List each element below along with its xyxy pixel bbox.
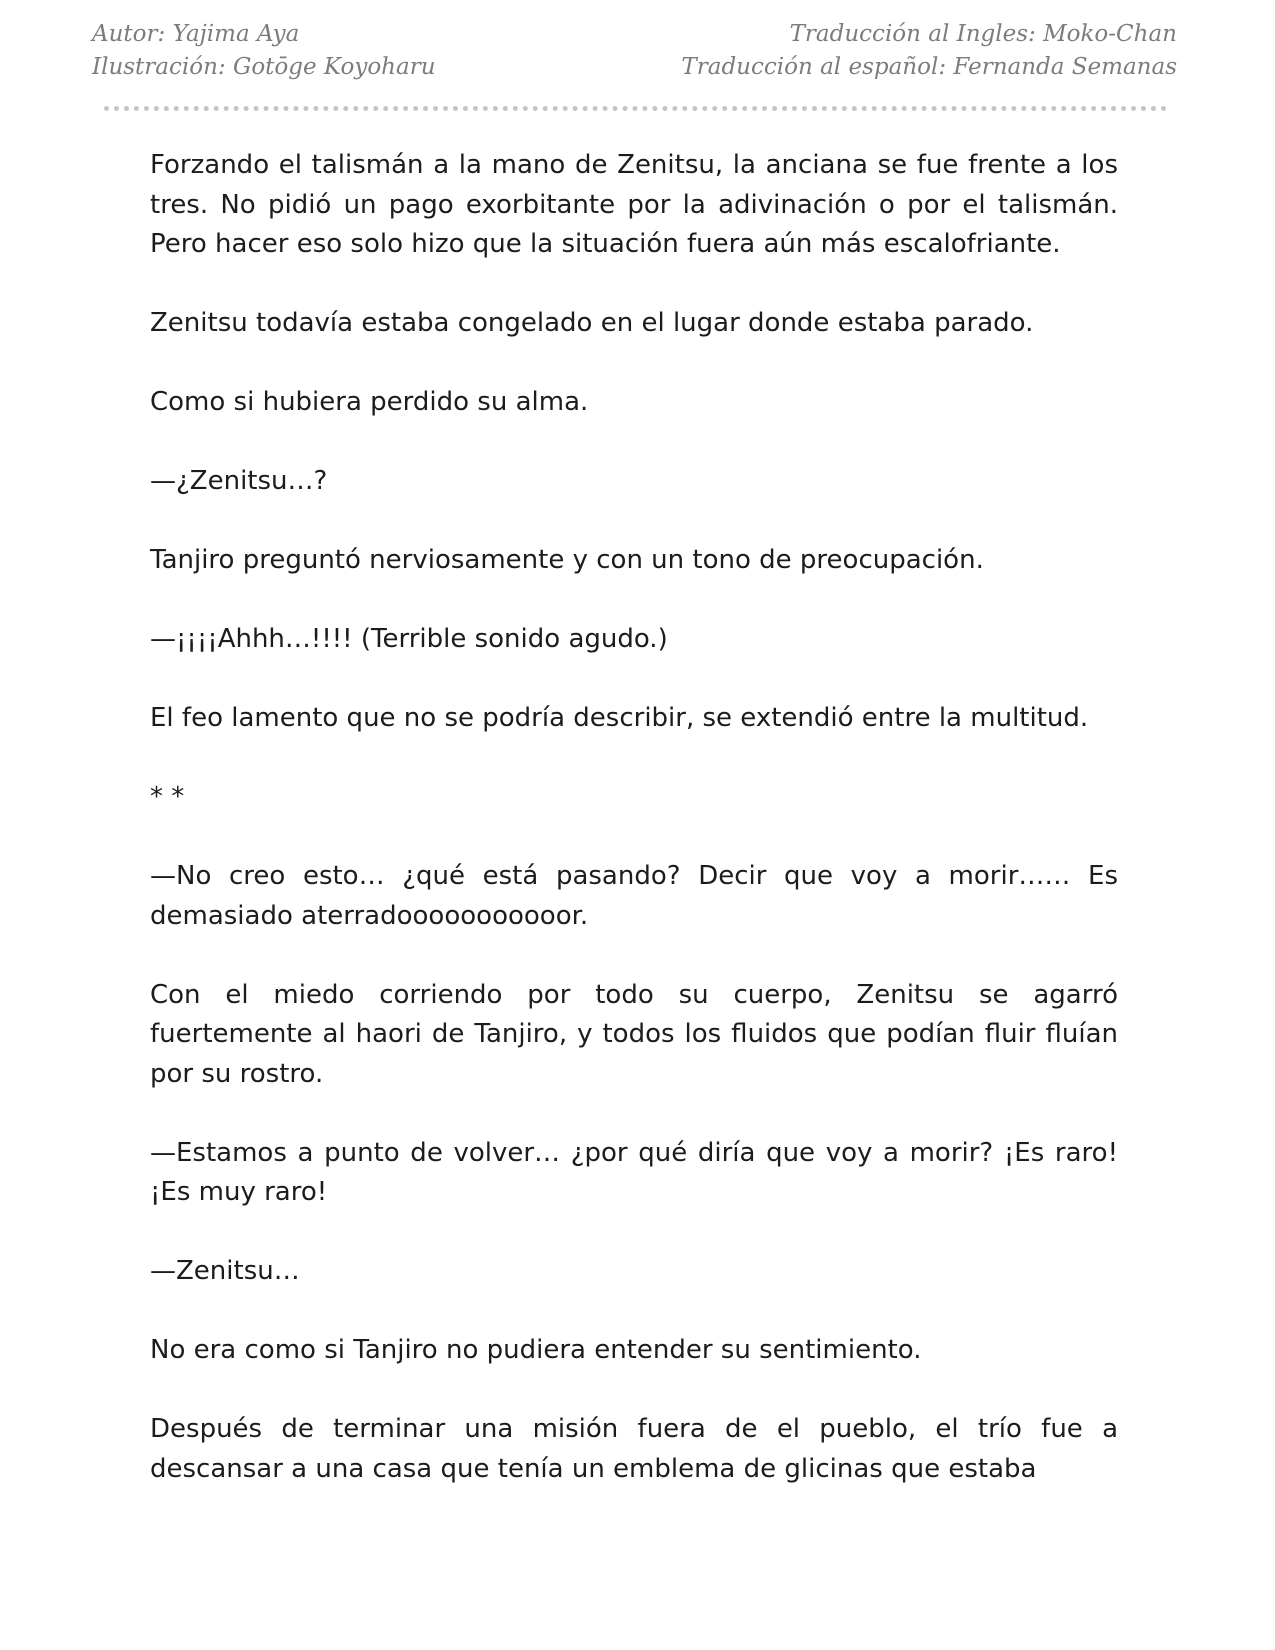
illustration-credit: Ilustración: Gotōge Koyoharu (92, 54, 436, 80)
english-translation-credit: Traducción al Ingles: Moko-Chan (789, 21, 1177, 47)
spanish-translation-credit: Traducción al español: Fernanda Semanas (681, 54, 1177, 80)
paragraph: —No creo esto… ¿qué está pasando? Decir que voy a morir…… Es demasiado aterradooooooooooor. (150, 861, 1118, 931)
paragraph: Forzando el talismán a la mano de Zenitsu, la anciana se fue frente a los tres. No pidió un pago exorbitante por la adivinación o por el talismán. Pero hacer eso solo hizo que la situación fuera aún más escalofriante. (150, 150, 1118, 259)
paragraph: Tanjiro preguntó nerviosamente y con un tono de preocupación. (150, 545, 984, 575)
author-credit: Autor: Yajima Aya (92, 21, 300, 47)
paragraph: —¡¡¡¡Ahhh…!!!! (Terrible sonido agudo.) (150, 624, 668, 654)
paragraph: Zenitsu todavía estaba congelado en el lugar donde estaba parado. (150, 308, 1034, 338)
paragraph: —¿Zenitsu…? (150, 466, 328, 496)
paragraph: No era como si Tanjiro no pudiera entender su sentimiento. (150, 1335, 922, 1365)
header-divider (104, 106, 1167, 111)
header-row-2 (92, 51, 1177, 84)
paragraph: Después de terminar una misión fuera de el pueblo, el trío fue a descansar a una casa que tenía un emblema de glicinas que estaba (150, 1414, 1118, 1484)
page-header (92, 18, 1177, 84)
paragraph: El feo lamento que no se podría describir, se extendió entre la multitud. (150, 703, 1089, 733)
paragraph: —Estamos a punto de volver… ¿por qué diría que voy a morir? ¡Es raro! ¡Es muy raro! (150, 1137, 1118, 1207)
paragraph: Como si hubiera perdido su alma. (150, 387, 589, 417)
document-body (150, 146, 1118, 1489)
paragraph: Con el miedo corriendo por todo su cuerpo, Zenitsu se agarró fuertemente al haori de Tanjiro, y todos los fluidos que podían fluir fluían por su rostro. (150, 979, 1118, 1089)
paragraph: —Zenitsu… (150, 1256, 300, 1286)
scene-break: * * (150, 782, 185, 812)
header-row-1 (92, 18, 1177, 51)
